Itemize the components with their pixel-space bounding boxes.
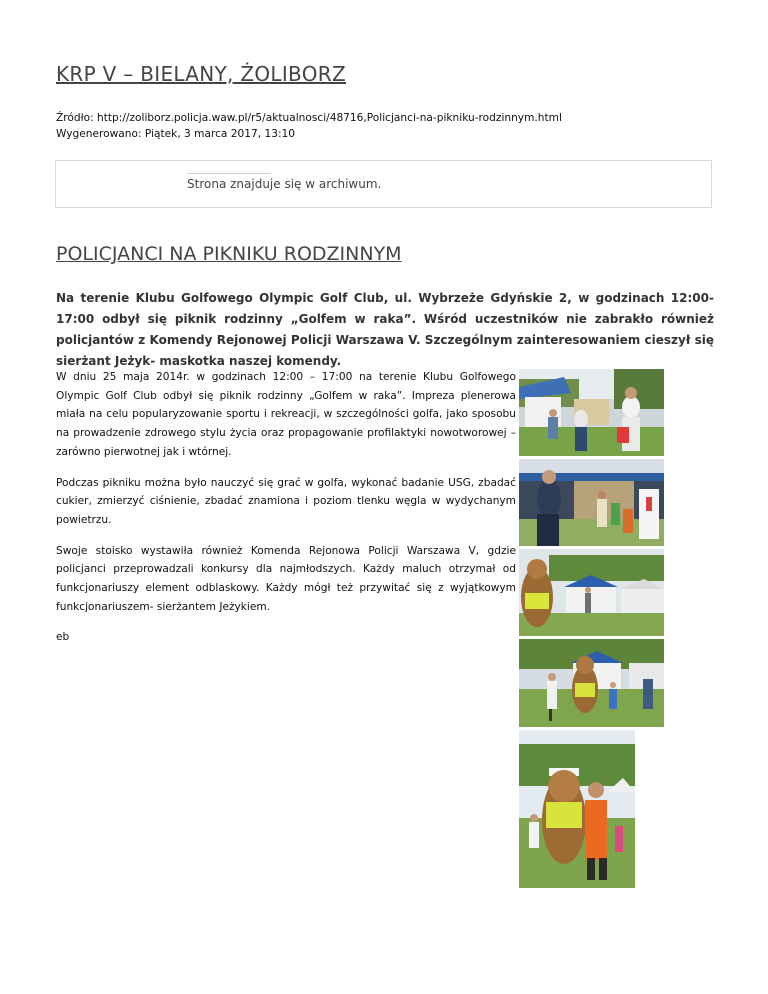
picnic-photo-3[interactable] xyxy=(519,549,664,636)
print-metadata xyxy=(56,110,562,142)
picnic-photo-2[interactable] xyxy=(519,459,664,546)
generated-date-line: Wygenerowano: Piątek, 3 marca 2017, 13:10 xyxy=(56,128,296,140)
source-url-line: Źródło: http://zoliborz.policja.waw.pl/r5/aktualnosci/48716,Policjanci-na-pikniku-rodzinnym.html xyxy=(56,112,562,124)
article-paragraph: W dniu 25 maja 2014r. w godzinach 12:00 – 17:00 na terenie Klubu Golfowego Olympic Golf Club odbył się piknik rodzinny „Golfem w raka”. Impreza plenerowa miała na celu popularyzowanie sportu i rekreacji, w szczególności golfa, jako sposobu na prowadzenie zdrowego stylu życia oraz propagowanie profilaktyki nowotworowej – zarówno pierwotnej jak i wtórnej. xyxy=(56,371,516,458)
archive-notice-text: Strona znajduje się w archiwum. xyxy=(187,177,382,191)
article-signature: eb xyxy=(56,631,70,644)
article-paragraph: Podczas pikniku można było nauczyć się grać w golfa, wykonać badanie USG, zbadać cukier, zmierzyć ciśnienie, zbadać znamiona i poziom tlenku węgla w wydychanym powietrzu. xyxy=(56,476,516,526)
article-paragraph: Swoje stoisko wystawiła również Komenda Rejonowa Policji Warszawa V, gdzie policjanci przeprowadzali konkursy dla najmłodszych. Każdy maluch otrzymał od funkcjonariuszy element odblaskowy. Każdy mógł też przywitać się z wyjątkowym funkcjonariuszem- sierżantem Jeżykiem. xyxy=(56,544,516,613)
archive-notice-box xyxy=(55,160,712,208)
archive-notice-divider xyxy=(187,173,271,174)
article-lead: Na terenie Klubu Golfowego Olympic Golf Club, ul. Wybrzeże Gdyńskie 2, w godzinach 12:00-17:00 odbył się piknik rodzinny „Golfem w raka”. Wśród uczestników nie zabrakło również policjantów z Komendy Rejonowej Policji Warszawa V. Szczególnym zainteresowaniem cieszył się sierżant Jeżyk- maskotka naszej komendy. xyxy=(56,291,714,368)
site-title[interactable]: KRP V – BIELANY, ŻOLIBORZ xyxy=(56,62,346,86)
article-body xyxy=(56,368,516,659)
picnic-photo-1[interactable] xyxy=(519,369,664,456)
article-title[interactable]: POLICJANCI NA PIKNIKU RODZINNYM xyxy=(56,243,402,265)
picnic-photo-4[interactable] xyxy=(519,639,664,727)
picnic-photo-5[interactable] xyxy=(519,730,635,888)
